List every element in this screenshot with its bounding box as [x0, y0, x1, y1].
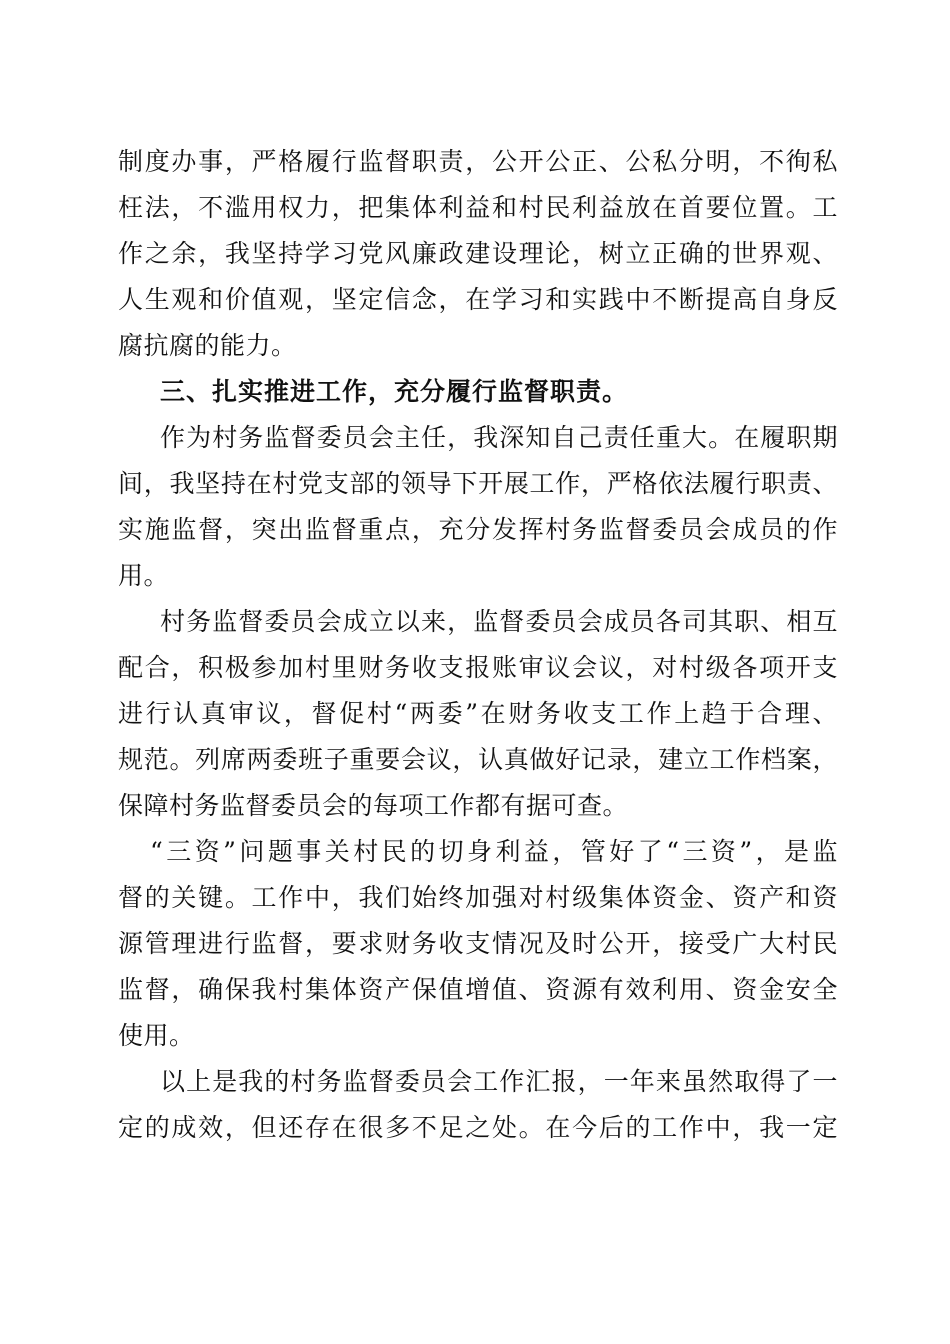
- text-line: “三资”问题事关村民的切身利益，管好了“三资”，是监: [150, 837, 839, 866]
- text-line: 配合，积极参加村里财务收支报账审议会议，对村级各项开支: [118, 653, 838, 682]
- text-line: 枉法，不滥用权力，把集体利益和村民利益放在首要位置。工: [118, 193, 838, 222]
- text-line: 人生观和价值观，坚定信念，在学习和实践中不断提高自身反: [118, 285, 838, 314]
- text-line: 村务监督委员会成立以来，监督委员会成员各司其职、相互: [160, 607, 838, 636]
- text-line: 以上是我的村务监督委员会工作汇报，一年来虽然取得了一: [160, 1067, 838, 1096]
- text-line: 作为村务监督委员会主任，我深知自己责任重大。在履职期: [160, 423, 838, 452]
- text-line: 作之余，我坚持学习党风廉政建设理论，树立正确的世界观、: [118, 239, 838, 268]
- text-line: 定的成效，但还存在很多不足之处。在今后的工作中，我一定: [118, 1113, 838, 1142]
- text-line: 进行认真审议，督促村“两委”在财务收支工作上趋于合理、: [118, 699, 838, 728]
- text-line: 使用。: [118, 1021, 195, 1050]
- text-line: 规范。列席两委班子重要会议，认真做好记录，建立工作档案，: [118, 745, 838, 774]
- text-line: 制度办事，严格履行监督职责，公开公正、公私分明，不徇私: [118, 147, 838, 176]
- text-line: 督的关键。工作中，我们始终加强对村级集体资金、资产和资: [118, 883, 838, 912]
- text-line: 腐抗腐的能力。: [118, 331, 297, 360]
- section-heading: 三、扎实推进工作，充分履行监督职责。: [160, 377, 629, 406]
- text-line: 保障村务监督委员会的每项工作都有据可查。: [118, 791, 629, 820]
- text-line: 实施监督，突出监督重点，充分发挥村务监督委员会成员的作: [118, 515, 838, 544]
- text-line: 间，我坚持在村党支部的领导下开展工作，严格依法履行职责、: [118, 469, 838, 498]
- text-line: 用。: [118, 561, 170, 590]
- text-line: 监督，确保我村集体资产保值增值、资源有效利用、资金安全: [118, 975, 838, 1004]
- text-line: 源管理进行监督，要求财务收支情况及时公开，接受广大村民: [118, 929, 838, 958]
